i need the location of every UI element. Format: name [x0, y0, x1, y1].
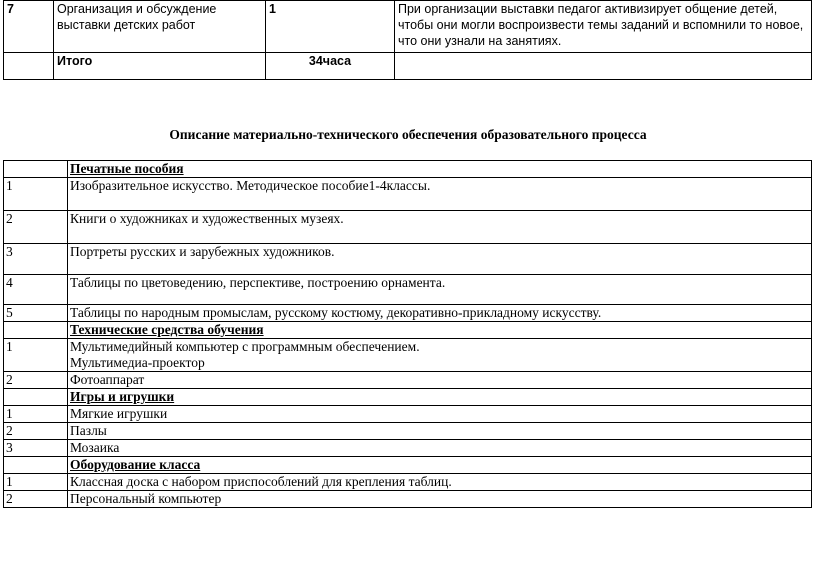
item-text: Мягкие игрушки [68, 406, 812, 423]
lesson-plan-table [3, 0, 812, 80]
item-number: 3 [4, 440, 68, 457]
item-text: Классная доска с набором приспособлений для крепления таблиц. [68, 474, 812, 491]
item-number: 1 [4, 339, 68, 372]
table-row [4, 1, 812, 53]
item-text-line: Мультимедийный компьютер с программным обеспечением. [70, 339, 420, 354]
empty-cell [4, 457, 68, 474]
item-text: Персональный компьютер [68, 491, 812, 508]
section-header-row [4, 322, 812, 339]
section-header-row [4, 389, 812, 406]
item-text: Изобразительное искусство. Методическое пособие1-4классы. [68, 178, 812, 211]
table-row [4, 491, 812, 508]
table-row [4, 275, 812, 305]
equipment-table [3, 160, 812, 508]
item-text-line: Мультимедиа-проектор [70, 355, 205, 370]
item-number: 4 [4, 275, 68, 305]
section-header-row [4, 161, 812, 178]
table-row [4, 423, 812, 440]
item-number: 3 [4, 244, 68, 275]
table-row [4, 211, 812, 244]
item-text: Таблицы по цветоведению, перспективе, построению орнамента. [68, 275, 812, 305]
table-row [4, 339, 812, 372]
section-heading: Описание материально-технического обеспечения образовательного процесса [169, 127, 647, 142]
table-row [4, 406, 812, 423]
empty-cell [4, 161, 68, 178]
item-text: Пазлы [68, 423, 812, 440]
item-number: 2 [4, 211, 68, 244]
item-number: 2 [4, 491, 68, 508]
empty-cell [4, 322, 68, 339]
table-row [4, 440, 812, 457]
table-row [4, 178, 812, 211]
item-number: 2 [4, 372, 68, 389]
table-row [4, 474, 812, 491]
table-row [4, 305, 812, 322]
empty-cell [4, 389, 68, 406]
table-row [4, 244, 812, 275]
lesson-description: При организации выставки педагог активизирует общение детей, чтобы они могли воспроизвести темы заданий и вспомнили то новое, что они узнали на занятиях. [395, 1, 812, 53]
section-header-row [4, 457, 812, 474]
item-number: 1 [4, 474, 68, 491]
item-text: Мозаика [68, 440, 812, 457]
lesson-activity [54, 1, 266, 53]
table-row-total [4, 53, 812, 80]
table-row [4, 372, 812, 389]
item-number: 5 [4, 305, 68, 322]
item-number: 1 [4, 178, 68, 211]
section-title: Оборудование класса [68, 457, 812, 474]
lesson-number: 7 [4, 1, 54, 53]
item-text: Фотоаппарат [68, 372, 812, 389]
total-hours: 34часа [266, 53, 395, 80]
lesson-activity-line: выставки детских работ [57, 18, 196, 32]
item-number: 1 [4, 406, 68, 423]
lesson-activity-line: Организация и обсуждение [57, 2, 217, 16]
total-label: Итого [54, 53, 266, 80]
item-text: Таблицы по народным промыслам, русскому костюму, декоративно-прикладному искусству. [68, 305, 812, 322]
empty-cell [4, 53, 54, 80]
lesson-hours: 1 [266, 1, 395, 53]
section-title: Игры и игрушки [68, 389, 812, 406]
item-number: 2 [4, 423, 68, 440]
section-title: Технические средства обучения [68, 322, 812, 339]
item-text: Портреты русских и зарубежных художников. [68, 244, 812, 275]
item-text: Книги о художниках и художественных музеях. [68, 211, 812, 244]
item-text [68, 339, 812, 372]
empty-cell [395, 53, 812, 80]
section-title: Печатные пособия [68, 161, 812, 178]
